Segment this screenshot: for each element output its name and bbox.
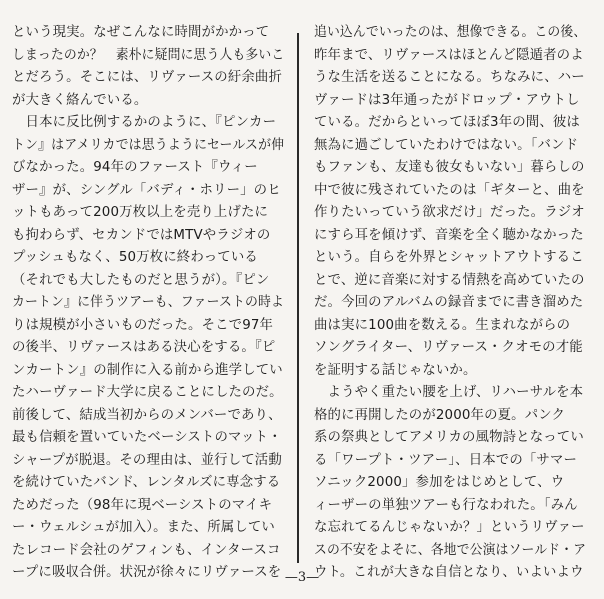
text-line: ためだった（98年に現ベーシストのマイキ	[12, 497, 273, 513]
text-line: 日本に反比例するかのように、『ピンカー	[12, 115, 277, 130]
text-line: （それでも大したものだと思うが）。『ピン	[12, 272, 270, 288]
text-line: を証明する話じゃないか。	[314, 362, 477, 378]
text-line: 無為に過ごしていたわけではない。「バンド	[314, 137, 579, 153]
text-line: ウト。これが大きな自信となり、いよいよウ	[314, 565, 584, 580]
text-line: しまったのか？ 素朴に疑問に思う人も多いこ	[12, 47, 285, 63]
text-line: も拘わらず、セカンドではMTVやラジオの	[12, 227, 271, 243]
text-line: びなかった。94年のファースト『ウィー	[12, 160, 258, 175]
text-line: スの不安をよそに、各地で公演はソールド・ア	[314, 542, 587, 558]
left-text-column	[12, 22, 284, 585]
text-line: 中で彼に残されていたのは「ギターと、曲を	[314, 182, 585, 198]
text-line: 前後して、結成当初からのメンバーであり、	[12, 407, 282, 423]
text-line: トン』はアメリカでは思うようにセールスが伸	[12, 137, 285, 153]
text-line: ープに吸収合併。状況が徐々にリヴァースを	[12, 565, 282, 580]
text-line: ー・ウェルシュが加入）。また、所属してい	[12, 520, 275, 535]
text-line: たレコード会社のゲフィンも、インタースコ	[12, 542, 281, 558]
text-line: ィーザーの単独ツアーも行なわれた。「みん	[314, 497, 578, 513]
text-line: ソニック2000」参加をはじめとして、ウ	[314, 475, 565, 490]
text-line: ソングライター、リヴァース・クオモの才能	[314, 340, 583, 355]
right-text-column	[314, 22, 586, 585]
text-line: にすら耳を傾けず、音楽を全く聴かなかった	[314, 227, 584, 243]
text-line: とで、逆に音楽に対する情熱を高めていたの	[314, 272, 585, 288]
text-line: の後半、リヴァースはある決心をする。『ピ	[12, 340, 276, 355]
text-line: ようやく重たい腰を上げ、リハーサルを本	[314, 385, 584, 400]
text-line: 昨年まで、リヴァースはほとんど隠遁者のよ	[314, 47, 584, 63]
page-number: —3—	[284, 570, 320, 585]
text-line: 追い込んでいったのは、想像できる。この後、	[314, 25, 587, 40]
text-line: カートン』に伴うツアーも、ファーストの時よ	[12, 295, 285, 310]
text-line: が大きく絡んでいる。	[12, 92, 148, 108]
text-line: プッシュもなく、50万枚に終わっている	[12, 250, 258, 265]
text-line: うな生活を送ることになる。ちなみに、ハー	[314, 70, 585, 85]
text-line: ている。だからといってほぼ3年の間、彼は	[314, 115, 580, 130]
text-line: だ。今回のアルバムの録音までに書き溜めた	[314, 295, 584, 310]
text-line: という現実。なぜこんなに時間がかかって	[12, 25, 270, 40]
text-line: 最も信頼を置いていたベーシストのマット・	[12, 430, 282, 445]
text-line: という。自らを外界とシャットアウトするこ	[314, 250, 584, 265]
text-line: シャープが脱退。その理由は、並行して活動	[12, 452, 282, 468]
text-line: 格的に再開したのが2000年の夏。パンク	[314, 407, 566, 423]
text-line: 曲は実に100曲を数える。生まれながらの	[314, 317, 571, 333]
text-line: りは規模が小さいものだった。そこで97年	[12, 317, 274, 333]
text-line: ヴァードは3年通ったがドロップ・アウトし	[314, 92, 580, 108]
text-line: ザー』が、シングル「バディ・ホリー」のヒ	[12, 182, 281, 198]
text-line: 系の祭典としてアメリカの風物詩となってい	[314, 430, 584, 445]
text-line: ットもあって200万枚以上を売り上げたに	[12, 205, 269, 220]
text-line: たハーヴァード大学に戻ることにしたのだ。	[12, 385, 283, 400]
text-line: な忘れてるんじゃないか？」というリヴァー	[314, 520, 585, 535]
text-line: ンカートン』の制作に入る前から進学してい	[12, 362, 283, 378]
text-line: もファンも、友達も彼女もいない」暮らしの	[314, 160, 585, 175]
text-line: とだろう。そこには、リヴァースの紆余曲折	[12, 70, 283, 85]
column-divider	[297, 33, 299, 563]
text-line: を続けていたバンド、レンタルズに専念する	[12, 475, 281, 490]
text-line: 作りたいっていう欲求だけ」だった。ラジオ	[314, 205, 585, 220]
text-line: る「ワープト・ツアー」、日本での「サマー	[314, 452, 578, 468]
